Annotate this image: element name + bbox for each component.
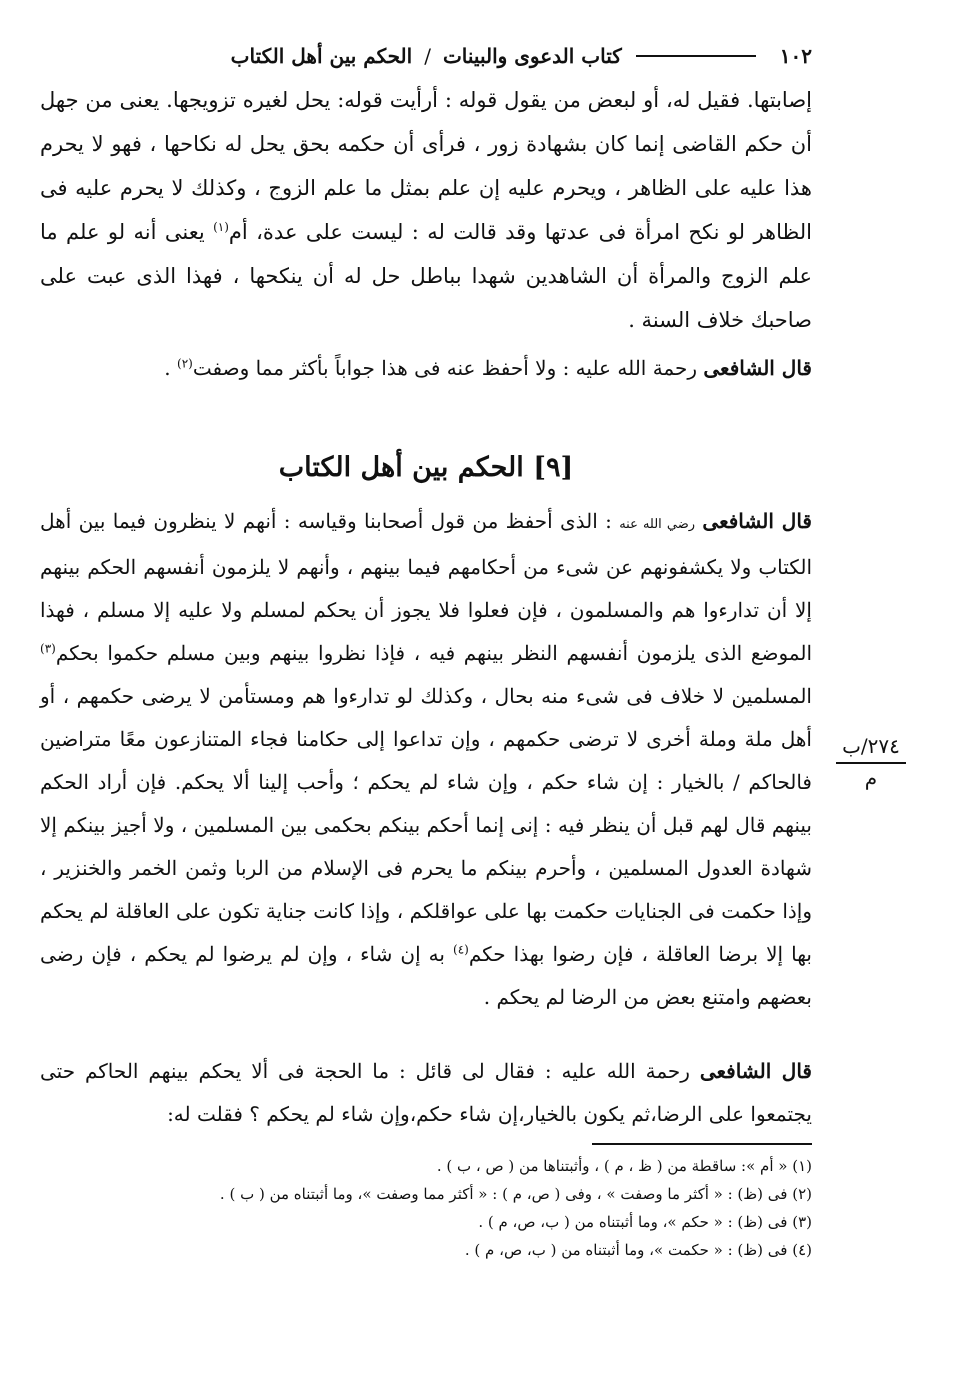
footnote-1: (١) « أم »: ساقطة من ( ظ ، م ) ، وأثبتناها من ( ص ، ب ) . (436, 1157, 812, 1175)
footnote-ref-3: (٣) (40, 641, 56, 656)
paragraph-3 (40, 500, 812, 1019)
speaker-label: قال الشافعى (702, 509, 812, 533)
paragraph-2-end: . (164, 356, 177, 380)
speaker-label: قال الشافعى (699, 1059, 812, 1083)
running-header (40, 38, 812, 74)
paragraph-1 (40, 78, 812, 342)
paragraph-4 (40, 1050, 812, 1136)
paragraph-1-end: يعنى أنه لو علم ما علم الزوج والمرأة أن الشاهدين شهدا بباطل حل له أن ينكحها ، فهذا الذى عبت على صاحبك خلاف السنة . (40, 220, 812, 332)
paragraph-3-text-a: : الذى أحفظ من قول أصحابنا وقياسه : أنهم لا ينظرون فيما بين أهل الكتاب ولا يكشفونهم عن شىء من أحكامهم فيما بينهم ، وأنهم لا يلزمون أنفسهم الحكم بينهم إلا أن تدارءوا هم والمسلمون ، فإن فعلوا فلا يجوز أن يحكم لمسلم ولا عليه إلا مسلم ، فهذا الموضع الذى يلزمون أنفسهم النظر بينهم فيه ، فإذا نظروا بينهم وبين مسلم حكموا بحكم (40, 509, 812, 665)
footnote-2: (٢) فى (ظ) : « أكثر ما وصفت » ، وفى ( ص، م ) : « أكثر مما وصفت »، وما أثبتناه من ( ب ) . (219, 1185, 812, 1203)
margin-rule (836, 762, 906, 764)
paragraph-1-text: إصابتها. فقيل له، أو لبعض من يقول قوله : أرأيت قوله: يحل لغيره تزويجها. يعنى من جهل أن حكم القاضى إنما كان بشهادة زور ، فرأى أن حكمه بحق يحل له نكاحها ، فهو لا يحرم هذا عليه على الظاهر ، ويحرم عليه إن علم بمثل ما علم الزوج ، وكذلك لا يحرم عليه فى الظاهر لو نكح امرأة فى عدتها وقد قالت له : ليست على عدة، أم (40, 88, 812, 244)
header-separator: / (424, 44, 431, 68)
section-heading: [٩] الحكم بين أهل الكتاب (278, 452, 574, 483)
speaker-label: قال الشافعى (703, 356, 812, 380)
manuscript-siglum: م (864, 766, 878, 790)
footnote-3: (٣) فى (ظ) : « حكم »، وما أثبتناه من ( ب، ص، م ) . (478, 1213, 812, 1231)
section-title: الحكم بين أهل الكتاب (230, 44, 413, 68)
paragraph-3-text-b: المسلمين لا خلاف فى شىء منه بحال ، وكذلك لو تدارءوا هم ومستأمن لا يرضى حكمهم ، أو أهل ملة وملة أخرى لا ترضى حكمهم ، وإن تداعوا إلى حكامنا فجاء المتنازعون معًا متراضين فالحاكم / بالخيار : إن شاء حكم ، وإن شاء لم يحكم ؛ وأحب إلينا ألا يحكم. فإن أراد الحكم بينهم قال لهم قبل أن ينظر فيه : إنى إنما أحكم بينكم بحكمى بين المسلمين ، ولا أجيز بينكم إلا شهادة العدول المسلمين ، وأحرم بينكم ما يحرم فى الإسلام من الربا وثمن الخمر والخنزير ، وإذا حكمت فى الجنايات حكمت بها على عواقلكم ، وإذا كانت جناية تكون على العاقلة لم يحكم بها إلا برضا العاقلة ، فإن رضوا بهذا حكم (40, 684, 813, 966)
margin-folio-note (836, 734, 906, 790)
honorific-glyph: رضي الله عنه (619, 517, 696, 532)
header-rule (636, 55, 756, 57)
paragraph-3-text-c: به إن شاء ، وإن لم يرضوا لم يحكم ، فإن رضى بعضهم وامتنع بعض من الرضا لم يحكم . (40, 942, 812, 1009)
footnote-separator (592, 1143, 812, 1145)
paragraph-2-text: رحمة الله عليه : ولا أحفظ عنه فى هذا جواباً بأكثر مما وصفت (192, 356, 704, 380)
page-number: ١٠٢ (779, 44, 812, 68)
paragraph-2 (40, 346, 812, 390)
footnote-4: (٤) فى (ظ) : « حكمت »، وما أثبتناه من ( ب، ص، م ) . (464, 1241, 812, 1259)
paragraph-4-text: رحمة الله عليه : فقال لى قائل : ما الحجة فى ألا يحكم بينهم الحاكم حتى يجتمعوا على الرضا،ثم يكون بالخيار،إن شاء حكم،وإن شاء لم يحكم ؟ فقلت له: (40, 1059, 812, 1126)
footnote-ref-2: (٢) (177, 356, 193, 371)
footnotes (40, 1152, 812, 1264)
footnote-ref-1: (١) (213, 220, 229, 234)
book-title: كتاب الدعوى والبينات (442, 44, 622, 68)
folio-number: ٢٧٤/ب (842, 734, 900, 758)
footnote-ref-4: (٤) (453, 942, 469, 957)
